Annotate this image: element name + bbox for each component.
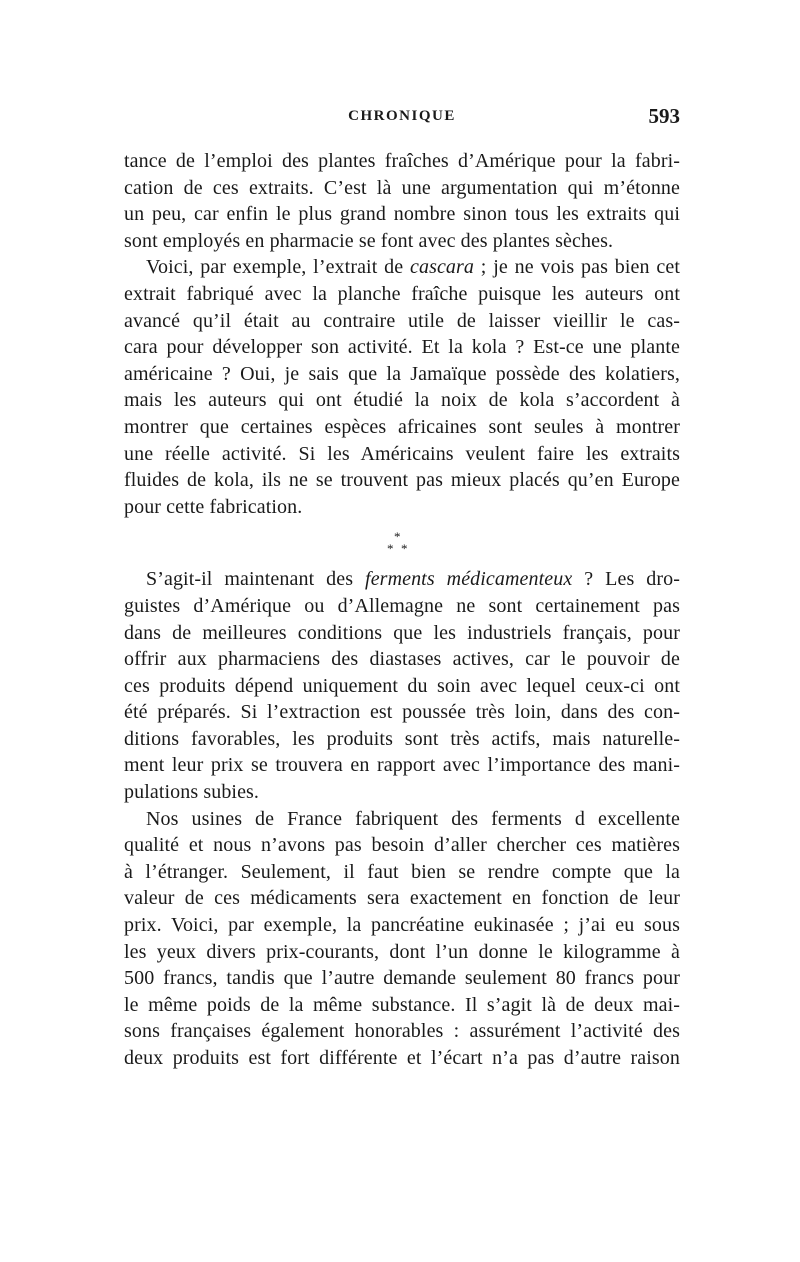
text-line: ditions favorables, les produits sont très actifs, mais naturelle- bbox=[124, 727, 680, 750]
text-line: cara pour développer son activité. Et la kola ? Est-ce une plante bbox=[124, 336, 680, 359]
section-break-asterism bbox=[124, 520, 680, 566]
text-line: à l’étranger. Seulement, il faut bien se rendre compte que la bbox=[124, 860, 680, 883]
paragraph-3 bbox=[124, 566, 680, 805]
text-line: américaine ? Oui, je sais que la Jamaïque possède des kolatiers, bbox=[124, 362, 680, 385]
page-header bbox=[124, 104, 680, 136]
asterisk-ornament: * bbox=[387, 541, 394, 557]
text-line: pour cette fabrication. bbox=[124, 495, 303, 518]
asterisk-ornament: * bbox=[401, 541, 408, 557]
text-line: mais les auteurs qui ont étudié la noix de kola s’accordent à bbox=[124, 389, 680, 412]
text-line: montrer que certaines espèces africaines sont seules à montrer bbox=[124, 415, 680, 438]
text-line: sont employés en pharmacie se font avec des plantes sèches. bbox=[124, 229, 614, 252]
text-line: deux produits est fort différente et l’écart n’a pas d’autre raison bbox=[124, 1047, 680, 1069]
page-number: 593 bbox=[648, 104, 680, 128]
text-line: dans de meilleures conditions que les industriels français, pour bbox=[124, 621, 680, 644]
text-line: guistes d’Amérique ou d’Allemagne ne sont certainement pas bbox=[124, 594, 680, 617]
emphasis: cascara bbox=[410, 256, 475, 279]
text-line: été préparés. Si l’extraction est poussée très loin, dans des con- bbox=[124, 701, 680, 724]
text-line: extrait fabriqué avec la planche fraîche puisque les auteurs ont bbox=[124, 282, 680, 305]
paragraph-4 bbox=[124, 806, 680, 1072]
running-head: CHRONIQUE bbox=[348, 108, 456, 124]
text-line: tance de l’emploi des plantes fraîches d’Amérique pour la fabri- bbox=[124, 150, 680, 172]
text-line: fluides de kola, ils ne se trouvent pas mieux placés qu’en Europe bbox=[124, 469, 680, 492]
paragraph-2 bbox=[124, 254, 680, 520]
text-line: une réelle activité. Si les Américains veulent faire les extraits bbox=[124, 442, 680, 465]
text-line: ces produits dépend uniquement du soin avec lequel ceux-ci ont bbox=[124, 674, 680, 697]
text-line: avancé qu’il était au contraire utile de laisser vieillir le cas- bbox=[124, 309, 680, 332]
text-line: un peu, car enfin le plus grand nombre sinon tous les extraits qui bbox=[124, 203, 680, 226]
asterisk-ornament: * bbox=[394, 529, 401, 545]
text-line: S’agit-il maintenant des ferments médicamenteux ? Les dro- bbox=[146, 568, 680, 591]
text-line: pulations subies. bbox=[124, 781, 260, 804]
text-line: cation de ces extraits. C’est là une argumentation qui m’étonne bbox=[124, 176, 680, 199]
text-line: Voici, par exemple, l’extrait de cascara ; je ne vois pas bien cet bbox=[146, 256, 680, 279]
text-line: qualité et nous n’avons pas besoin d’aller chercher ces matières bbox=[124, 834, 680, 857]
page-body bbox=[124, 148, 680, 1072]
text-line: les yeux divers prix-courants, dont l’un donne le kilogramme à bbox=[124, 940, 680, 963]
paragraph-1 bbox=[124, 148, 680, 254]
text-line: Nos usines de France fabriquent des ferments d excellente bbox=[146, 807, 680, 830]
text-line: valeur de ces médicaments sera exactement en fonction de leur bbox=[124, 887, 680, 910]
text-line: 500 francs, tandis que l’autre demande seulement 80 francs pour bbox=[124, 967, 680, 990]
text-line: ment leur prix se trouvera en rapport avec l’importance des mani- bbox=[124, 754, 680, 777]
emphasis: ferments médicamenteux bbox=[365, 568, 573, 591]
text-line: sons françaises également honorables : assurément l’activité des bbox=[124, 1020, 680, 1043]
text-line: prix. Voici, par exemple, la pancréatine eukinasée ; j’ai eu sous bbox=[124, 914, 680, 937]
text-line: offrir aux pharmaciens des diastases actives, car le pouvoir de bbox=[124, 648, 680, 671]
text-line: le même poids de la même substance. Il s’agit là de deux mai- bbox=[124, 993, 680, 1016]
